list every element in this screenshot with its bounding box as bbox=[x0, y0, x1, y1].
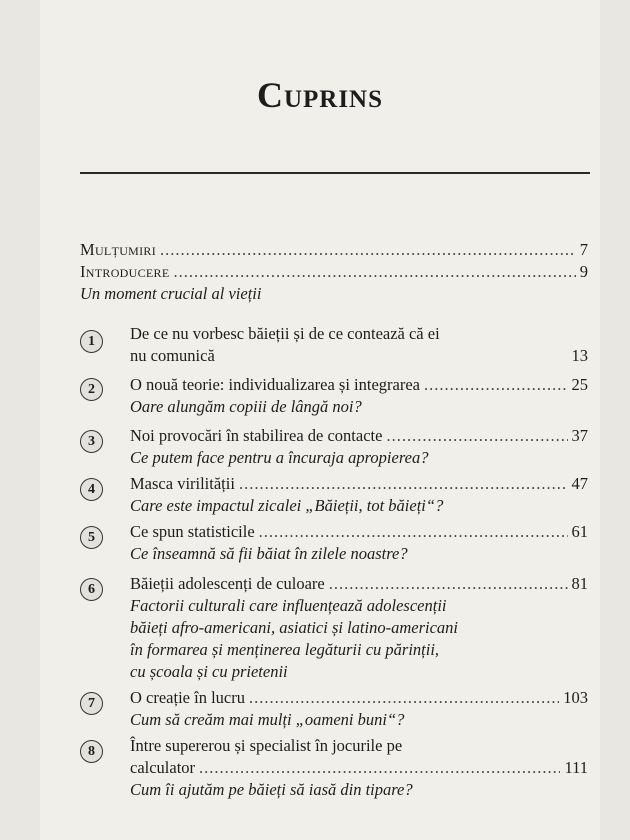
chapter-title-row bbox=[130, 522, 588, 542]
toc-page-number: 37 bbox=[571, 426, 588, 445]
toc-entry-acknowledgements bbox=[80, 240, 588, 260]
chapter-title: Masca virilității bbox=[130, 474, 235, 493]
dot-leader bbox=[329, 574, 568, 594]
chapter-number-badge: 7 bbox=[80, 692, 103, 715]
page-title: Cuprins bbox=[256, 75, 384, 115]
chapter-title: Ce spun statisticile bbox=[130, 522, 255, 541]
chapter-title: O creație în lucru bbox=[130, 688, 245, 707]
toc-intro-subtitle: Un moment crucial al vieții bbox=[80, 284, 262, 303]
dot-leader bbox=[386, 426, 567, 446]
chapter-title-row bbox=[130, 346, 588, 366]
dot-leader bbox=[160, 240, 576, 260]
chapter-title: Între supererou și specialist în jocurile pe bbox=[130, 736, 403, 755]
toc-page-number: 9 bbox=[579, 262, 588, 281]
chapter-title-row bbox=[130, 758, 588, 778]
chapter-title-row bbox=[130, 426, 588, 446]
chapter-title: nu comunică bbox=[130, 346, 215, 365]
chapter-number-badge: 1 bbox=[80, 330, 103, 353]
chapter-subtitle: cu școala și cu prietenii bbox=[130, 662, 288, 681]
chapter-title-row bbox=[130, 474, 588, 494]
chapter-subtitle: băieți afro-americani, asiatici și latino-americani bbox=[130, 618, 458, 637]
chapter-title: calculator bbox=[130, 758, 196, 777]
toc-page-number: 61 bbox=[571, 522, 588, 541]
dot-leader bbox=[239, 474, 568, 494]
title-rule bbox=[80, 172, 590, 174]
dot-leader bbox=[199, 758, 560, 778]
dot-leader bbox=[249, 688, 559, 708]
chapter-subtitle: Care este impactul zicalei „Băieții, tot băieți“? bbox=[130, 496, 444, 515]
toc-page-number: 103 bbox=[563, 688, 588, 707]
chapter-title: Noi provocări în stabilirea de contacte bbox=[130, 426, 383, 445]
chapter-subtitle: în formarea și menținerea legăturii cu părinții, bbox=[130, 640, 440, 659]
chapter-number-badge: 4 bbox=[80, 478, 103, 501]
toc-page-number: 47 bbox=[571, 474, 588, 493]
toc-entry-label: Introducere bbox=[80, 262, 170, 281]
chapter-number-badge: 2 bbox=[80, 378, 103, 401]
toc-entry-label: Mulțumiri bbox=[80, 240, 157, 259]
chapter-subtitle: Factorii culturali care influențează adolescenții bbox=[130, 596, 447, 615]
chapter-title: De ce nu vorbesc băieții și de ce contează că ei bbox=[130, 324, 440, 343]
chapter-number-badge: 5 bbox=[80, 526, 103, 549]
toc-page-number: 25 bbox=[571, 375, 588, 394]
toc-page-number: 7 bbox=[579, 240, 588, 259]
dot-leader bbox=[424, 375, 568, 395]
chapter-title: Băieții adolescenți de culoare bbox=[130, 574, 325, 593]
chapter-title-row bbox=[130, 375, 588, 395]
chapter-number-badge: 3 bbox=[80, 430, 103, 453]
toc-page-number: 111 bbox=[564, 758, 588, 777]
chapter-title-row bbox=[130, 574, 588, 594]
chapter-number-badge: 6 bbox=[80, 578, 103, 601]
chapter-title-row bbox=[130, 688, 588, 708]
chapter-subtitle: Ce putem face pentru a încuraja apropierea? bbox=[130, 448, 429, 467]
toc-page-number: 81 bbox=[571, 574, 588, 593]
chapter-title: O nouă teorie: individualizarea și integrarea bbox=[130, 375, 420, 394]
dot-leader bbox=[259, 522, 568, 542]
toc-page-number: 13 bbox=[571, 346, 588, 365]
chapter-subtitle: Oare alungăm copiii de lângă noi? bbox=[130, 397, 362, 416]
chapter-subtitle: Ce înseamnă să fii băiat în zilele noastre? bbox=[130, 544, 408, 563]
chapter-number-badge: 8 bbox=[80, 740, 103, 763]
chapter-subtitle: Cum să creăm mai mulți „oameni buni“? bbox=[130, 710, 405, 729]
toc-entry-introduction bbox=[80, 262, 588, 282]
dot-leader bbox=[173, 262, 575, 282]
chapter-subtitle: Cum îi ajutăm pe băieți să iasă din tipare? bbox=[130, 780, 413, 799]
book-page bbox=[40, 0, 600, 840]
